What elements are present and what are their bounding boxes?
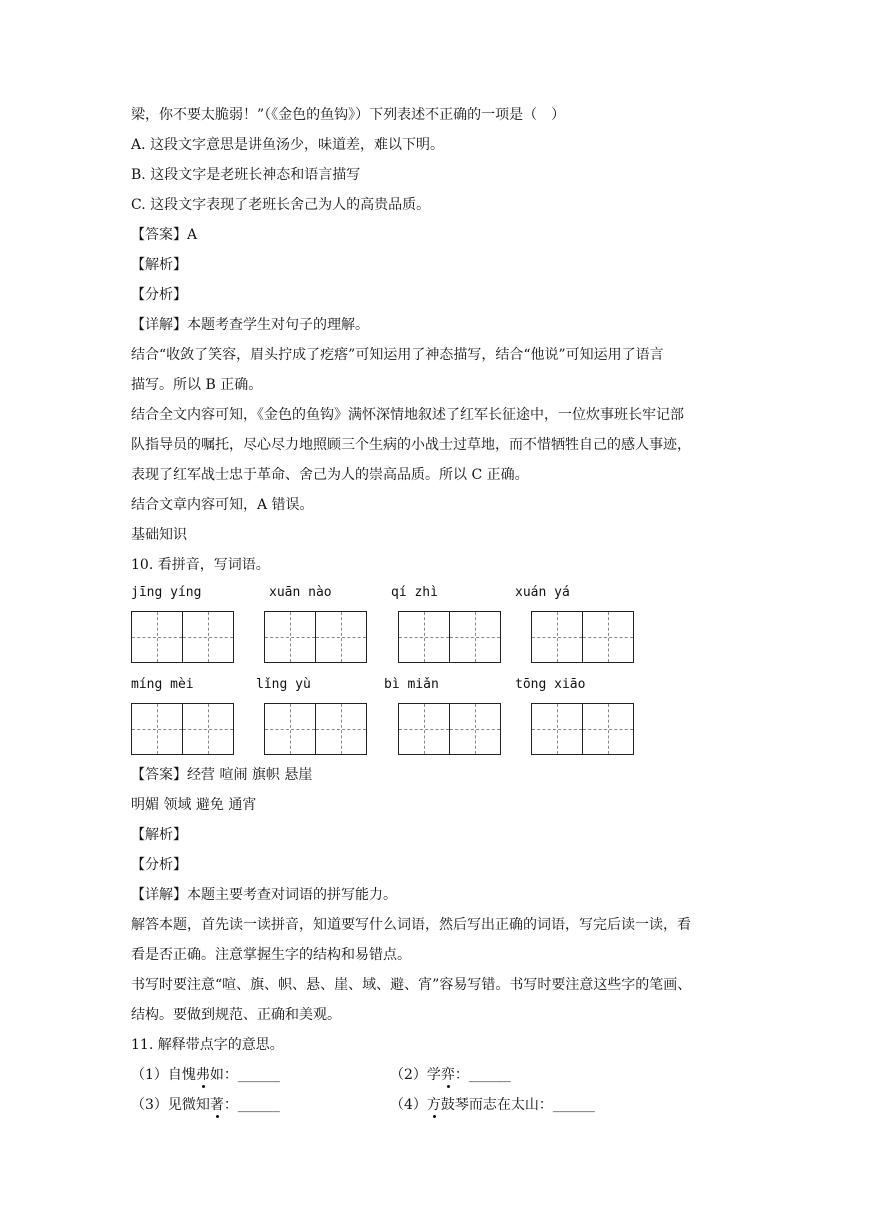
- q9-option-b: B. 这段文字是老班长神态和语言描写: [131, 167, 361, 183]
- tianzige-answer-box[interactable]: [131, 703, 234, 755]
- tianzige-cell[interactable]: [450, 611, 501, 663]
- pinyin-label: lǐng yù: [256, 677, 311, 692]
- item-text: 鼓琴而志在太山：: [440, 1097, 553, 1113]
- dotted-character: 弗: [195, 1067, 210, 1083]
- dotted-character: 弈: [440, 1067, 455, 1083]
- q9-paragraph-1-line-1: 结合“收敛了笑容，眉头拧成了疙瘩”可知运用了神态描写，结合“他说”可知运用了语言: [131, 347, 664, 363]
- section-title: 基础知识: [131, 527, 187, 543]
- tianzige-answer-box[interactable]: [264, 611, 367, 663]
- q11-title: 11. 解释带点字的意思。: [131, 1037, 284, 1053]
- q10-xiangjie: 【详解】本题主要考查对词语的拼写能力。: [131, 887, 397, 903]
- tianzige-cell[interactable]: [316, 611, 367, 663]
- tianzige-cell[interactable]: [264, 611, 316, 663]
- item-text: 自愧: [167, 1067, 196, 1083]
- pinyin-label: bì miǎn: [384, 677, 439, 692]
- q11-item-1: [131, 1066, 280, 1084]
- q10-paragraph-2-line-2: 结构。要做到规范、正确和美观。: [131, 1007, 341, 1023]
- pinyin-label: tōng xiāo: [515, 677, 586, 692]
- tianzige-cell[interactable]: [450, 703, 501, 755]
- q9-xiangjie: 【详解】本题考查学生对句子的理解。: [131, 317, 369, 333]
- tianzige-answer-box[interactable]: [398, 703, 501, 755]
- q9-fenxi-label: 【分析】: [131, 287, 187, 303]
- tianzige-cell[interactable]: [398, 611, 450, 663]
- q9-jiexi-label: 【解析】: [131, 257, 187, 273]
- pinyin-label: xuān nào: [269, 585, 332, 600]
- tianzige-answer-box[interactable]: [531, 611, 634, 663]
- q10-paragraph-2-line-1: 书写时要注意“喧、旗、帜、悬、崖、域、避、宵”容易写错。书写时要注意这些字的笔画、: [131, 977, 692, 993]
- item-text: ：: [223, 1097, 238, 1113]
- pinyin-label: qí zhì: [391, 585, 438, 600]
- answer-blank[interactable]: ______: [237, 1067, 280, 1083]
- tianzige-answer-box[interactable]: [398, 611, 501, 663]
- q10-fenxi-label: 【分析】: [131, 857, 187, 873]
- pinyin-label: míng mèi: [131, 677, 194, 692]
- pinyin-label: jīng yíng: [131, 585, 202, 600]
- item-number: （1）: [131, 1067, 168, 1083]
- q9-stem: 梁，你不要太脆弱！”（《金色的鱼钩》）下列表述不正确的一项是（ ）: [131, 107, 566, 123]
- tianzige-cell[interactable]: [183, 611, 234, 663]
- item-text: 学: [426, 1067, 441, 1083]
- dotted-character: 著: [209, 1097, 224, 1113]
- tianzige-cell[interactable]: [316, 703, 367, 755]
- tianzige-answer-box[interactable]: [531, 703, 634, 755]
- tianzige-cell[interactable]: [264, 703, 316, 755]
- q10-answer-line-2: 明媚 领域 避免 通宵: [131, 797, 257, 813]
- q9-option-c: C. 这段文字表现了老班长舍己为人的高贵品质。: [131, 197, 431, 213]
- q9-paragraph-2-line-1: 结合全文内容可知，《金色的鱼钩》满怀深情地叙述了红军长征途中，一位炊事班长牢记部: [131, 407, 684, 423]
- tianzige-cell[interactable]: [531, 611, 583, 663]
- tianzige-cell[interactable]: [131, 703, 183, 755]
- item-text: ：: [454, 1067, 469, 1083]
- q9-option-a: A. 这段文字意思是讲鱼汤少，味道差，难以下明。: [131, 137, 445, 153]
- tianzige-cell[interactable]: [398, 703, 450, 755]
- item-number: （2）: [390, 1067, 427, 1083]
- q10-title: 10. 看拼音，写词语。: [131, 557, 270, 573]
- pinyin-label: xuán yá: [515, 585, 570, 600]
- tianzige-cell[interactable]: [583, 611, 634, 663]
- tianzige-cell[interactable]: [131, 611, 183, 663]
- tianzige-answer-box[interactable]: [131, 611, 234, 663]
- item-number: （4）: [390, 1097, 427, 1113]
- q11-item-4: [390, 1096, 595, 1114]
- q9-paragraph-2-line-3: 表现了红军战士忠于革命、舍己为人的崇高品质。所以 C 正确。: [131, 467, 529, 483]
- q9-paragraph-2-line-2: 队指导员的嘱托，尽心尽力地照顾三个生病的小战士过草地，而不惜牺牲自己的感人事迹，: [131, 437, 691, 453]
- tianzige-answer-box[interactable]: [264, 703, 367, 755]
- answer-blank[interactable]: ______: [552, 1097, 595, 1113]
- q10-paragraph-1-line-1: 解答本题，首先读一读拼音，知道要写什么词语，然后写出正确的词语，写完后读一读，看: [131, 917, 691, 933]
- item-text: 见微知: [167, 1097, 210, 1113]
- q10-jiexi-label: 【解析】: [131, 827, 187, 843]
- q11-item-2: [390, 1066, 511, 1084]
- q9-answer: 【答案】A: [131, 227, 198, 243]
- tianzige-cell[interactable]: [531, 703, 583, 755]
- tianzige-cell[interactable]: [183, 703, 234, 755]
- q10-answer-line-1: 【答案】经营 喧闹 旗帜 悬崖: [131, 767, 313, 783]
- q11-item-3: [131, 1096, 280, 1114]
- tianzige-cell[interactable]: [583, 703, 634, 755]
- q10-paragraph-1-line-2: 看是否正确。注意掌握生字的结构和易错点。: [131, 947, 411, 963]
- dotted-character: 方: [426, 1097, 441, 1113]
- answer-blank[interactable]: ______: [237, 1097, 280, 1113]
- q9-paragraph-3: 结合文章内容可知，A 错误。: [131, 497, 314, 513]
- answer-blank[interactable]: ______: [468, 1067, 511, 1083]
- item-text: 如：: [209, 1067, 238, 1083]
- item-number: （3）: [131, 1097, 168, 1113]
- q9-paragraph-1-line-2: 描写。所以 B 正确。: [131, 377, 263, 393]
